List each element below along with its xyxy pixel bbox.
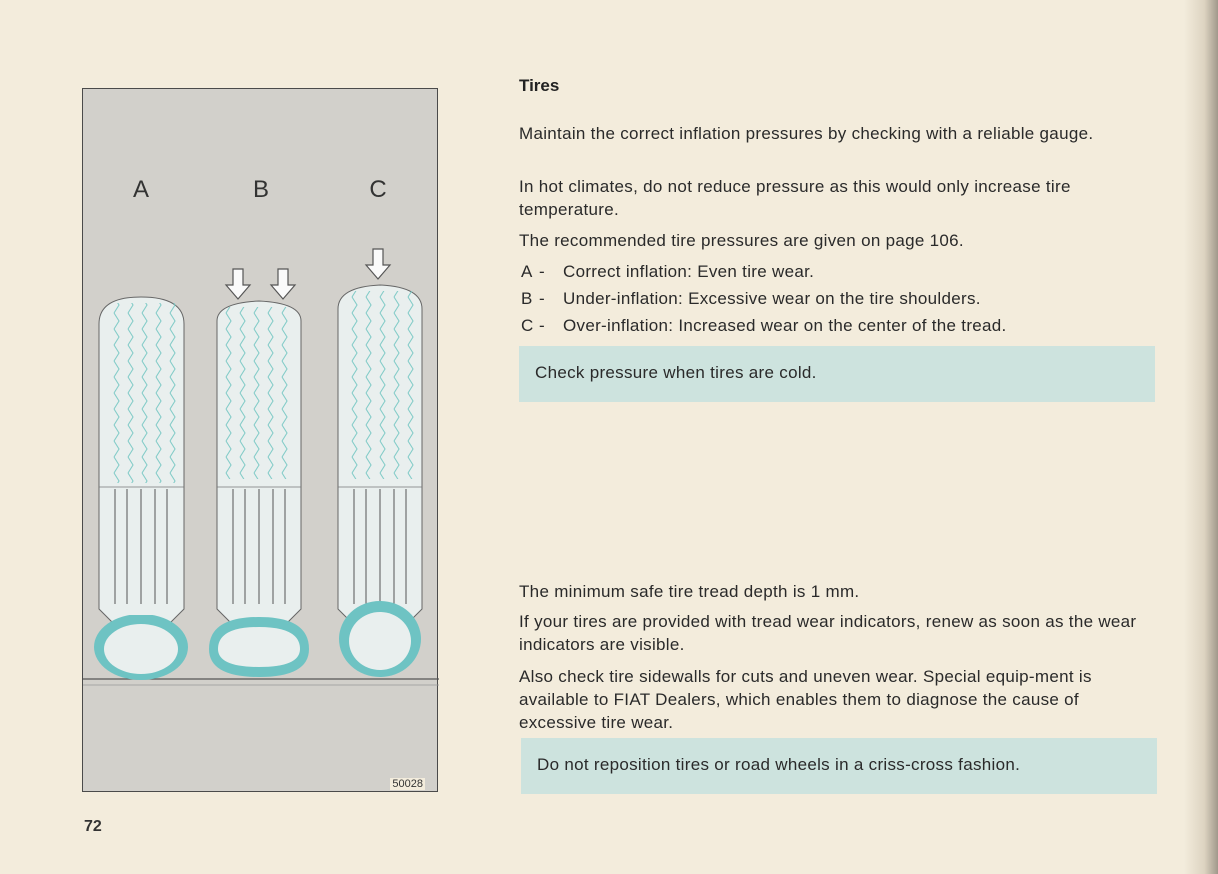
list-item-a [521,260,1161,283]
list-item-letter: C [521,316,534,335]
list-item-text: Under-inflation: Excessive wear on the tire shoulders. [563,289,981,308]
list-item-letter: A [521,262,533,281]
page-number: 72 [84,818,102,835]
list-item-dash: - [539,262,545,281]
tire-a-illustration [94,297,188,680]
intro-paragraph-1: Maintain the correct inflation pressures by checking with a reliable gauge. [519,124,1094,143]
tire-wear-figure [82,88,438,792]
intro-paragraph-2: In hot climates, do not reduce pressure as this would only increase tire temperature. [519,177,1071,219]
figure-reference-number: 50028 [392,778,423,790]
section-title: Tires [519,76,560,95]
list-item-text: Over-inflation: Increased wear on the center of the tread. [563,316,1007,335]
tire-wear-illustration [83,89,439,793]
arrow-down-icon [226,269,250,299]
list-item-letter: B [521,289,533,308]
notice-box-cold-tires [519,346,1155,402]
list-item-text: Correct inflation: Even tire wear. [563,262,815,281]
list-item-c [521,314,1161,337]
tire-b-illustration [209,301,309,677]
figure-label-a: A [132,176,150,203]
notice-text: Do not reposition tires or road wheels in a criss-cross fashion. [537,755,1021,774]
list-item-b [521,287,1161,310]
arrow-down-icon [366,249,390,279]
notice-box-reposition [521,738,1157,794]
figure-label-c: C [369,176,387,203]
tire-c-illustration [338,285,422,677]
figure-label-b: B [252,176,270,203]
list-item-dash: - [539,316,545,335]
list-item-dash: - [539,289,545,308]
tread-paragraph-3: Also check tire sidewalls for cuts and uneven wear. Special equip-ment is available to FIAT Dealers, which enables them to diagnose the cause of excessive tire wear. [519,667,1092,732]
tread-paragraph-1: The minimum safe tire tread depth is 1 mm. [519,582,860,601]
page-binding-shadow [1184,0,1218,874]
intro-paragraph-3: The recommended tire pressures are given on page 106. [519,231,964,250]
notice-text: Check pressure when tires are cold. [535,363,817,382]
arrow-down-icon [271,269,295,299]
tread-paragraph-2: If your tires are provided with tread wear indicators, renew as soon as the wear indicators are visible. [519,612,1137,654]
